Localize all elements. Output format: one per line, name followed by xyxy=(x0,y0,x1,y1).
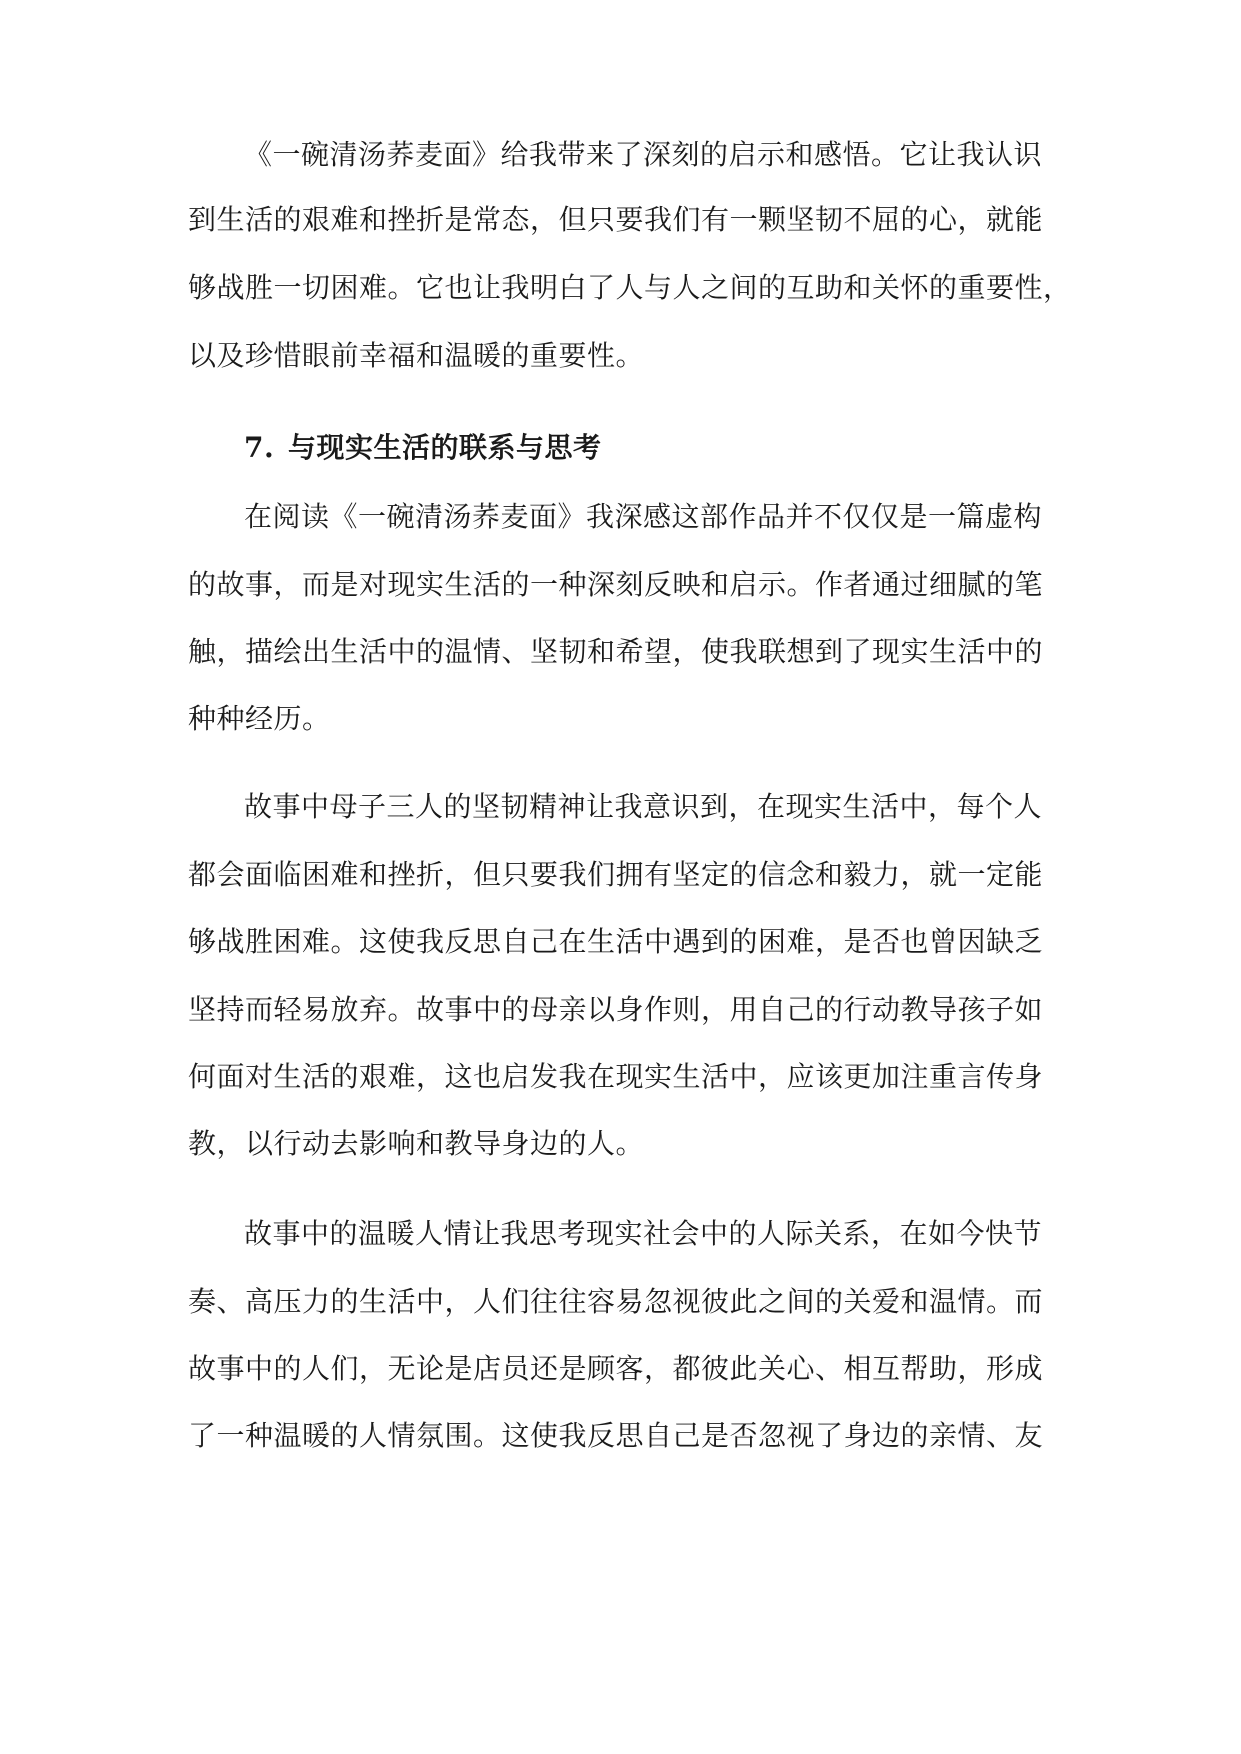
paragraph-3-line-2: 都会面临困难和挫折，但只要我们拥有坚定的信念和毅力，就一定能 xyxy=(188,858,1044,891)
paragraph-2-line-3: 触，描绘出生活中的温情、坚韧和希望，使我联想到了现实生活中的 xyxy=(188,635,1044,668)
section-heading xyxy=(244,428,602,468)
paragraph-1-line-4: 以及珍惜眼前幸福和温暖的重要性。 xyxy=(188,339,645,372)
paragraph-4-line-1: 故事中的温暖人情让我思考现实社会中的人际关系，在如今快节 xyxy=(244,1217,1043,1250)
paragraph-3-line-5: 何面对生活的艰难，这也启发我在现实生活中，应该更加注重言传身 xyxy=(188,1060,1044,1093)
paragraph-4-line-4: 了一种温暖的人情氛围。这使我反思自己是否忽视了身边的亲情、友 xyxy=(188,1419,1044,1452)
paragraph-3-line-4: 坚持而轻易放弃。故事中的母亲以身作则，用自己的行动教导孩子如 xyxy=(188,993,1044,1026)
paragraph-3-line-1: 故事中母子三人的坚韧精神让我意识到，在现实生活中，每个人 xyxy=(244,790,1043,823)
paragraph-2-line-4: 种种经历。 xyxy=(188,702,331,735)
paragraph-4-line-3: 故事中的人们，无论是店员还是顾客，都彼此关心、相互帮助，形成 xyxy=(188,1352,1044,1385)
paragraph-4-line-2: 奏、高压力的生活中，人们往往容易忽视彼此之间的关爱和温情。而 xyxy=(188,1285,1044,1318)
paragraph-3-line-3: 够战胜困难。这使我反思自己在生活中遇到的困难，是否也曾因缺乏 xyxy=(188,925,1044,958)
paragraph-1-line-2: 到生活的艰难和挫折是常态，但只要我们有一颗坚韧不屈的心，就能 xyxy=(188,203,1044,236)
section-title: 与现实生活的联系与思考 xyxy=(288,431,602,464)
section-number: 7. xyxy=(244,431,275,464)
paragraph-1-line-1: 《一碗清汤荞麦面》给我带来了深刻的启示和感悟。它让我认识 xyxy=(244,138,1043,171)
paragraph-3-line-6: 教，以行动去影响和教导身边的人。 xyxy=(188,1127,645,1160)
paragraph-1-line-3: 够战胜一切困难。它也让我明白了人与人之间的互助和关怀的重要性， xyxy=(188,271,1072,304)
paragraph-2-line-1: 在阅读《一碗清汤荞麦面》我深感这部作品并不仅仅是一篇虚构 xyxy=(244,500,1043,533)
paragraph-2-line-2: 的故事，而是对现实生活的一种深刻反映和启示。作者通过细腻的笔 xyxy=(188,568,1044,601)
